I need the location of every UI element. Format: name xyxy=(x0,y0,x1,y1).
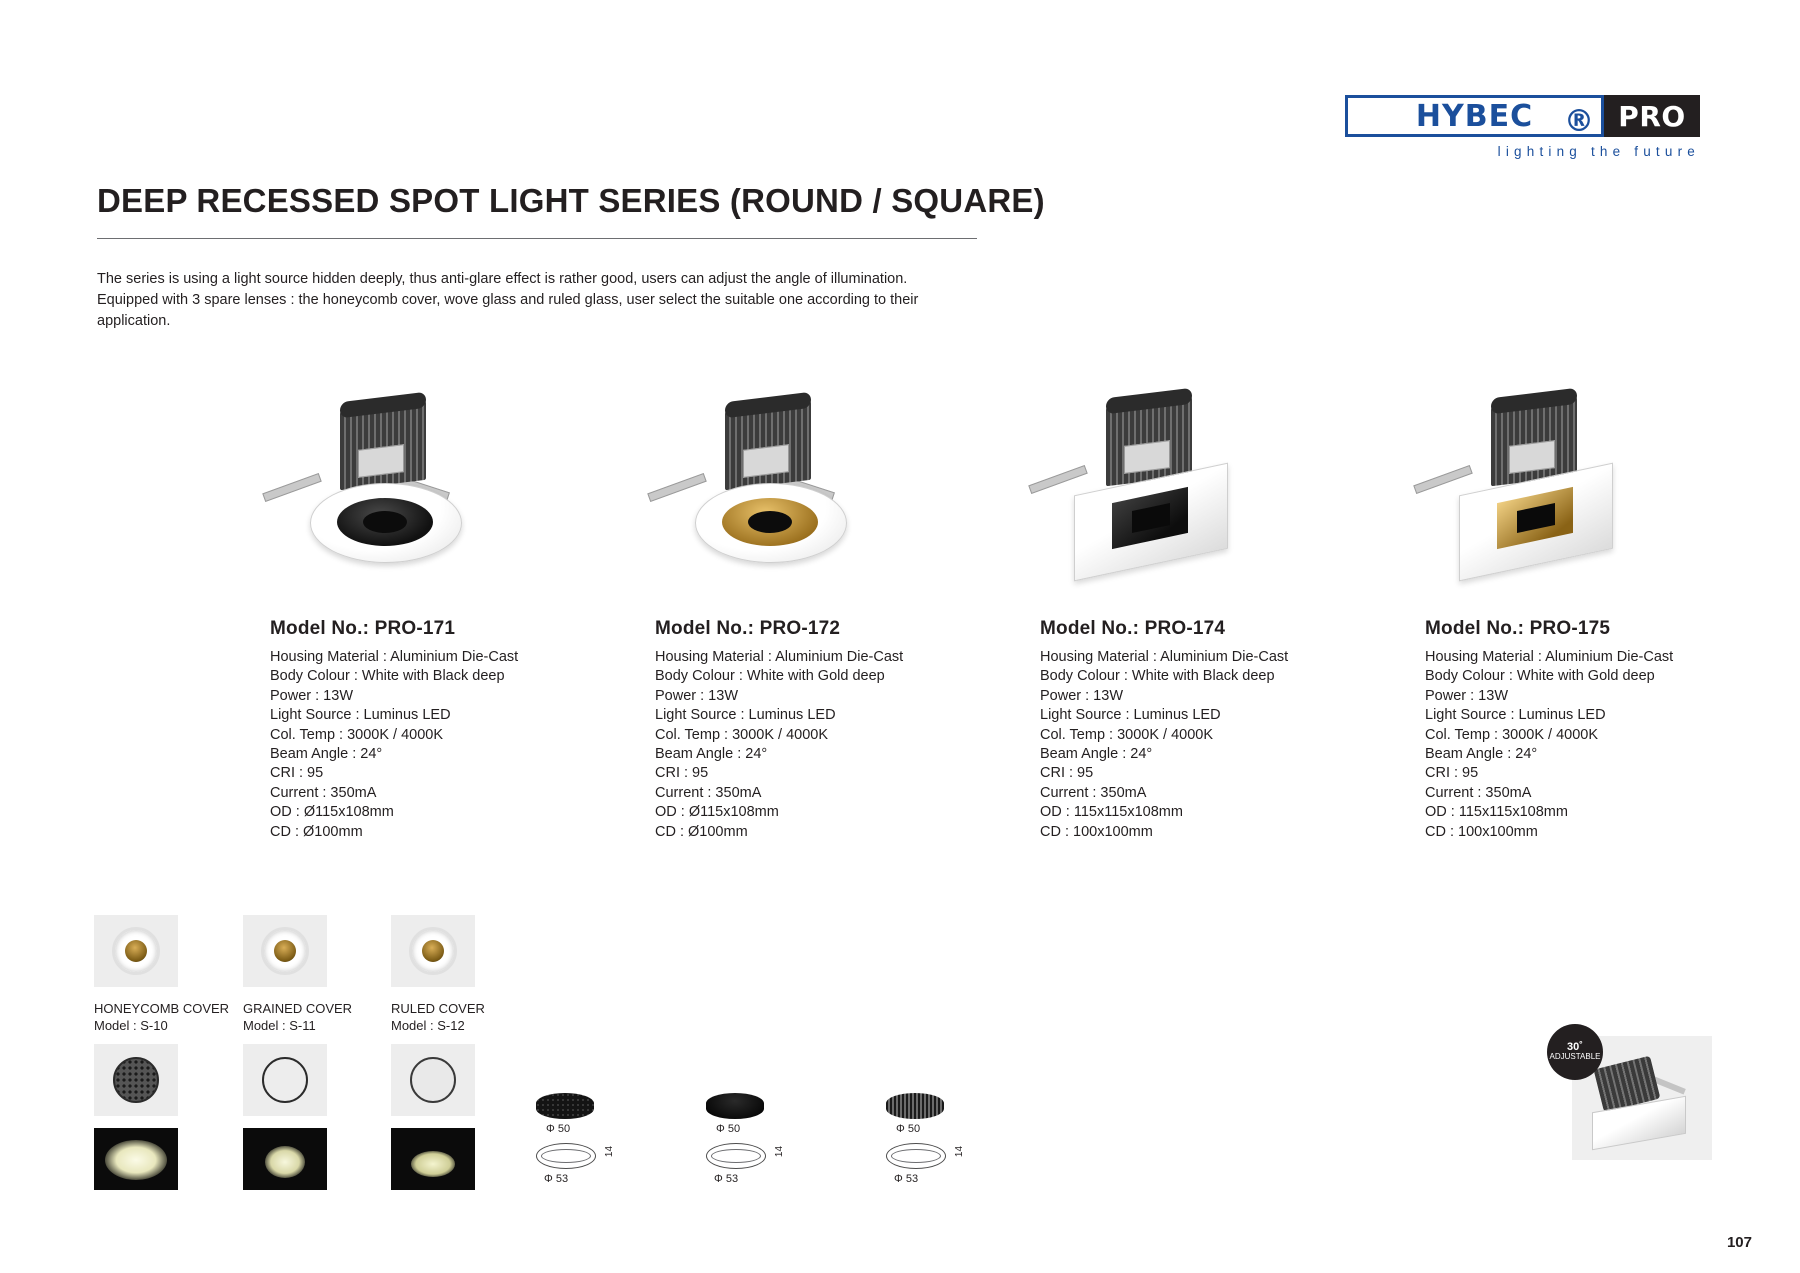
driver-box xyxy=(358,444,404,478)
product-card-pro-171 xyxy=(270,395,600,842)
honeycomb-cover-icon xyxy=(113,1057,159,1103)
lens-thickness-label: 14 xyxy=(953,1145,965,1158)
brand-logo xyxy=(1345,95,1710,159)
logo-bar xyxy=(1345,95,1700,137)
accessory-name: GRAINED COVER xyxy=(243,1001,353,1016)
beam-spot xyxy=(411,1151,455,1177)
honeycomb-lens-icon xyxy=(536,1093,594,1119)
accessory-model: Model : S-10 xyxy=(94,1018,168,1033)
spec-od: OD : Ø115x108mm xyxy=(270,804,394,821)
spec-beam-angle: Beam Angle : 24° xyxy=(1040,746,1153,763)
spec-light-source: Light Source : Luminus LED xyxy=(270,707,451,724)
accessory-name: HONEYCOMB COVER xyxy=(94,1001,230,1016)
lens-ring-drawing xyxy=(706,1143,785,1169)
spec-col-temp: Col. Temp : 3000K / 4000K xyxy=(655,726,829,743)
lens-ring-diameter-label: Φ 53 xyxy=(714,1173,739,1185)
accessory-name: RULED COVER xyxy=(391,1001,485,1016)
logo-registered-mark: ® xyxy=(1564,104,1595,139)
title-divider xyxy=(97,238,977,239)
accessory-honeycomb-cover xyxy=(94,915,244,1190)
fixture-drawing-square-gold xyxy=(1425,395,1725,580)
spec-housing: Housing Material : Aluminium Die-Cast xyxy=(270,649,519,665)
trim-ring-icon xyxy=(112,927,160,975)
spec-list xyxy=(1040,648,1370,842)
driver-box xyxy=(1124,440,1170,474)
accessory-label xyxy=(391,1000,541,1034)
model-title: Model No.: PRO-174 xyxy=(1040,618,1226,639)
spec-current: Current : 350mA xyxy=(655,784,762,801)
spring-bracket-left-icon xyxy=(1028,465,1087,494)
lens-ring-drawing xyxy=(536,1143,615,1169)
spec-power: Power : 13W xyxy=(1040,687,1123,704)
fixture-drawing-round-gold xyxy=(655,395,955,580)
lens-diameter-label: Φ 50 xyxy=(716,1123,741,1135)
model-title: Model No.: PRO-175 xyxy=(1425,618,1611,639)
accessory-label xyxy=(243,1000,393,1034)
accessory-model: Model : S-12 xyxy=(391,1018,465,1033)
accessory-ruled-cover xyxy=(391,915,541,1190)
spec-beam-angle: Beam Angle : 24° xyxy=(655,746,768,763)
spec-list xyxy=(655,648,985,842)
accessory-grained-cover xyxy=(243,915,393,1190)
spring-bracket-left-icon xyxy=(1413,465,1472,494)
spec-body-colour: Body Colour : White with Black deep xyxy=(270,668,505,685)
logo-hybec-text: HYBEC xyxy=(1415,98,1534,134)
spec-cd: CD : Ø100mm xyxy=(270,823,363,840)
spec-od: OD : Ø115x108mm xyxy=(655,804,779,821)
spec-od: OD : 115x115x108mm xyxy=(1425,804,1568,821)
spec-beam-angle: Beam Angle : 24° xyxy=(270,746,383,763)
spec-housing: Housing Material : Aluminium Die-Cast xyxy=(655,649,904,665)
product-image-pro-175 xyxy=(1425,395,1755,580)
round-led-core xyxy=(363,511,407,533)
gold-reflector-icon xyxy=(125,940,147,962)
accessory-cover-photo xyxy=(94,1044,178,1116)
round-led-core xyxy=(748,511,792,533)
ruled-lens-icon xyxy=(886,1093,944,1119)
accessory-fitted-photo xyxy=(94,915,178,987)
driver-box xyxy=(743,444,789,478)
accessory-fitted-photo xyxy=(243,915,327,987)
spec-col-temp: Col. Temp : 3000K / 4000K xyxy=(1425,726,1599,743)
lens-ring-diameter-label: Φ 53 xyxy=(894,1173,919,1185)
spec-list xyxy=(1425,648,1755,842)
spec-current: Current : 350mA xyxy=(1425,784,1532,801)
page-title: DEEP RECESSED SPOT LIGHT SERIES (ROUND / SQUARE) xyxy=(97,182,1045,219)
spec-od: OD : 115x115x108mm xyxy=(1040,804,1183,821)
spec-list xyxy=(270,648,600,842)
grained-lens-icon xyxy=(706,1093,764,1119)
accessory-cover-photo xyxy=(243,1044,327,1116)
spec-body-colour: Body Colour : White with Gold deep xyxy=(655,668,885,685)
beam-photo xyxy=(243,1128,327,1190)
fixture-drawing-round-black xyxy=(270,395,570,580)
lens-diameter-label: Φ 50 xyxy=(896,1123,921,1135)
accessory-model: Model : S-11 xyxy=(243,1018,316,1033)
fixture-drawing-square-black xyxy=(1040,395,1340,580)
lens-dimension-ruled xyxy=(880,1093,990,1185)
lens-dimension-grained xyxy=(700,1093,810,1185)
spec-cri: CRI : 95 xyxy=(1425,765,1479,782)
spec-current: Current : 350mA xyxy=(270,784,377,801)
spec-body-colour: Body Colour : White with Gold deep xyxy=(1425,668,1655,685)
lens-ring-diameter-label: Φ 53 xyxy=(544,1173,569,1185)
adjustable-fixture-drawing xyxy=(1588,1058,1692,1144)
intro-paragraph: The series is using a light source hidden deeply, thus anti-glare effect is rather good, users can adjust the angle of illumination. Equipped with 3 spare lenses : the honeycomb cover, wove glass and ruled glass, user select the suitable one according to their application. xyxy=(97,271,919,329)
product-image-pro-174 xyxy=(1040,395,1370,580)
trim-ring-icon xyxy=(409,927,457,975)
spec-power: Power : 13W xyxy=(270,687,353,704)
spec-beam-angle: Beam Angle : 24° xyxy=(1425,746,1538,763)
spec-col-temp: Col. Temp : 3000K / 4000K xyxy=(1040,726,1214,743)
spec-cd: CD : Ø100mm xyxy=(655,823,748,840)
beam-spot xyxy=(105,1140,167,1180)
beam-photo xyxy=(94,1128,178,1190)
accessory-label xyxy=(94,1000,244,1034)
spec-power: Power : 13W xyxy=(655,687,738,704)
model-title: Model No.: PRO-171 xyxy=(270,618,456,639)
spec-cd: CD : 100x100mm xyxy=(1425,823,1538,840)
spec-housing: Housing Material : Aluminium Die-Cast xyxy=(1040,649,1289,665)
lens-thickness-label: 14 xyxy=(773,1145,785,1158)
spec-cri: CRI : 95 xyxy=(1040,765,1094,782)
lens-thickness-label: 14 xyxy=(603,1145,615,1158)
adjustable-badge xyxy=(1547,1024,1603,1080)
spec-light-source: Light Source : Luminus LED xyxy=(1425,707,1606,724)
gold-reflector-icon xyxy=(274,940,296,962)
spec-col-temp: Col. Temp : 3000K / 4000K xyxy=(270,726,444,743)
gold-reflector-icon xyxy=(422,940,444,962)
logo-hybec xyxy=(1345,95,1604,137)
beam-photo xyxy=(391,1128,475,1190)
product-card-pro-175 xyxy=(1425,395,1755,842)
spec-cri: CRI : 95 xyxy=(655,765,709,782)
spring-bracket-left-icon xyxy=(647,473,706,502)
adjustable-text: ADJUSTABLE xyxy=(1549,1052,1601,1061)
spec-housing: Housing Material : Aluminium Die-Cast xyxy=(1425,649,1674,665)
spec-power: Power : 13W xyxy=(1425,687,1508,704)
accessory-fitted-photo xyxy=(391,915,475,987)
logo-pro: PRO xyxy=(1604,95,1700,137)
product-image-pro-171 xyxy=(270,395,600,580)
product-card-pro-172 xyxy=(655,395,985,842)
logo-tagline: lighting the future xyxy=(1497,144,1700,159)
driver-box xyxy=(1509,440,1555,474)
accessory-cover-photo xyxy=(391,1044,475,1116)
product-card-pro-174 xyxy=(1040,395,1370,842)
spec-cd: CD : 100x100mm xyxy=(1040,823,1153,840)
lens-dimension-honeycomb xyxy=(530,1093,640,1185)
model-title: Model No.: PRO-172 xyxy=(655,618,841,639)
spec-cri: CRI : 95 xyxy=(270,765,324,782)
adjustable-angle: 30˚ xyxy=(1567,1041,1583,1053)
spec-light-source: Light Source : Luminus LED xyxy=(1040,707,1221,724)
ruled-cover-icon xyxy=(410,1057,456,1103)
trim-ring-icon xyxy=(261,927,309,975)
spec-current: Current : 350mA xyxy=(1040,784,1147,801)
beam-spot xyxy=(265,1146,305,1178)
product-image-pro-172 xyxy=(655,395,985,580)
grained-cover-icon xyxy=(262,1057,308,1103)
spec-light-source: Light Source : Luminus LED xyxy=(655,707,836,724)
page-number: 107 xyxy=(1726,1234,1752,1251)
spring-bracket-left-icon xyxy=(262,473,321,502)
lens-diameter-label: Φ 50 xyxy=(546,1123,571,1135)
lens-ring-drawing xyxy=(886,1143,965,1169)
spec-body-colour: Body Colour : White with Black deep xyxy=(1040,668,1275,685)
